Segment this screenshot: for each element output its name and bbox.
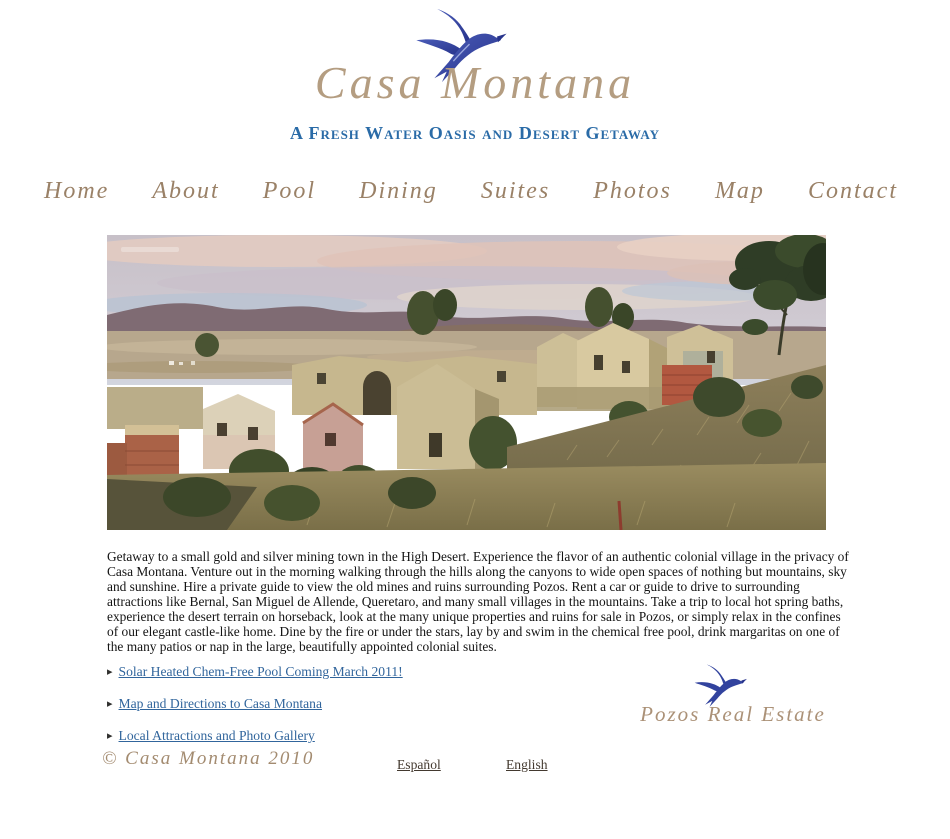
link-row (107, 695, 587, 713)
language-link-spanish[interactable]: Español (397, 757, 441, 772)
hero-photo (107, 235, 826, 530)
intro-paragraph: Getaway to a small gold and silver mining town in the High Desert. Experience the flavor of an authentic colonial village in the privacy of Casa Montana. Venture out in the morning walking through the hills along the canyons to wide open spaces of nothing but mountains, sky and sunshine. Hire a private guide to view the old mines and ruins surrounding Pozos. Rent a car or guide to drive to surrounding attractions like Bernal, San Miguel de Allende, Queretaro, and many small villages in the mountains. Take a trip to local hot spring baths, experience the desert terrain on horseback, look at the many unique properties and ruins for sale in Pozos, or simply relax in the confines of our elegant castle-like home. Dine by the fire or under the stars, lay by and swim in the chemical free pool, drink margaritas on one of the many patios or nap in the large, beautifully appointed colonial suites. (107, 549, 849, 654)
link-pool-announcement[interactable]: Solar Heated Chem-Free Pool Coming March 2011! (118, 664, 403, 679)
pozos-real-estate-logo[interactable] (617, 664, 849, 760)
partner-name: Pozos Real Estate (640, 702, 826, 726)
nav-item-pool[interactable]: Pool (262, 178, 317, 204)
quick-links (107, 663, 587, 759)
nav-item-about[interactable]: About (152, 178, 220, 204)
site-title: Casa Montana (314, 57, 636, 108)
nav-item-suites[interactable]: Suites (480, 178, 551, 204)
language-link-english[interactable]: English (506, 757, 548, 772)
nav-item-photos[interactable]: Photos (593, 178, 672, 204)
link-row (107, 663, 587, 681)
copyright-notice: © Casa Montana 2010 (102, 748, 315, 769)
main-nav (44, 178, 898, 205)
nav-item-dining[interactable]: Dining (359, 178, 438, 204)
link-attractions-gallery[interactable]: Local Attractions and Photo Gallery (118, 728, 315, 743)
triangle-bullet-icon: ▸ (107, 730, 113, 742)
link-row (107, 727, 587, 745)
triangle-bullet-icon: ▸ (107, 666, 113, 678)
nav-item-map[interactable]: Map (714, 178, 765, 204)
triangle-bullet-icon: ▸ (107, 698, 113, 710)
link-map-directions[interactable]: Map and Directions to Casa Montana (118, 696, 323, 711)
nav-item-home[interactable]: Home (44, 178, 110, 204)
site-tagline: A Fresh Water Oasis and Desert Getaway (290, 123, 660, 143)
nav-item-contact[interactable]: Contact (807, 178, 898, 204)
